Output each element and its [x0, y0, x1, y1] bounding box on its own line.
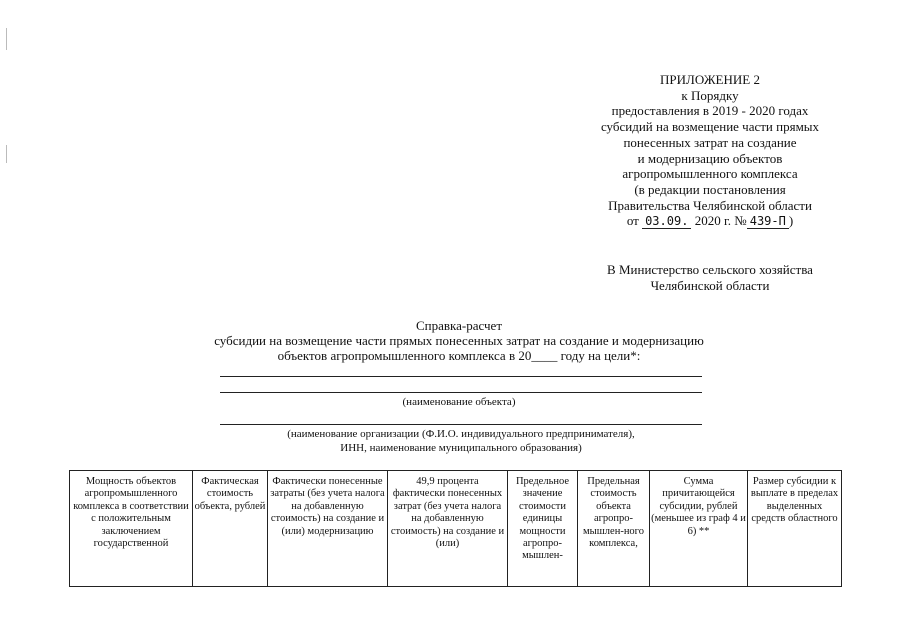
title-line: объектов агропромышленного комплекса в 20____ году на цели*: [277, 348, 641, 363]
table-header-cell: Предельное значение стоимости единицы мощности агропро-мышлен- [508, 471, 578, 587]
blank-line [220, 424, 702, 425]
decree-suffix: ) [788, 213, 794, 229]
org-caption-line: (наименование организации (Ф.И.О. индивидуального предпринимателя), [287, 428, 635, 440]
appendix-heading: ПРИЛОЖЕНИЕ 2 [660, 72, 760, 87]
recipient-line: В Министерство сельского хозяйства [607, 262, 813, 277]
appendix-line: Правительства Челябинской области [608, 197, 812, 213]
recipient-line: Челябинской области [650, 278, 770, 293]
object-name-caption: (наименование объекта) [402, 396, 516, 408]
table-header-cell: 49,9 процента фактически понесенных затрат (без учета налога на добавленную стоимость) на создание и (или) [388, 471, 508, 587]
appendix-line: (в редакции постановления [634, 181, 786, 197]
appendix-line: понесенных затрат на создание [623, 134, 797, 150]
table-header-cell: Фактическая стоимость объекта, рублей [193, 471, 268, 587]
recipient-block [560, 262, 860, 294]
appendix-line: к Порядку [681, 87, 739, 103]
calculation-table [69, 470, 842, 587]
appendix-line: и модернизацию объектов [637, 150, 783, 166]
decree-date: 03.09. [642, 214, 691, 229]
decree-number: 439-П [747, 214, 789, 229]
decree-prefix: от [626, 213, 639, 229]
decree-year: 2020 г. № [694, 213, 747, 229]
document-title [100, 318, 818, 363]
title-line: Справка-расчет [415, 318, 503, 333]
appendix-line: предоставления в 2019 - 2020 годах [611, 103, 809, 119]
appendix-line: субсидий на возмещение части прямых [600, 119, 820, 135]
margin-mark-middle [6, 145, 7, 163]
appendix-block [560, 72, 860, 230]
table-header-cell: Сумма причитающейся субсидии, рублей (меньшее из граф 4 и 6) ** [650, 471, 748, 587]
table-header-row [70, 471, 842, 587]
title-line: субсидии на возмещение части прямых понесенных затрат на создание и модернизацию [214, 333, 704, 348]
margin-mark-top [6, 28, 7, 50]
blank-line [220, 392, 702, 393]
table-header-cell: Фактически понесенные затраты (без учета налога на добавленную стоимость) на создание и (или) модернизацию [268, 471, 388, 587]
table-header-cell: Предельная стоимость объекта агропро-мышлен-ного комплекса, [578, 471, 650, 587]
blank-line [220, 376, 702, 377]
table-header-cell: Размер субсидии к выплате в пределах выделенных средств областного [748, 471, 842, 587]
org-caption-line: ИНН, наименование муниципального образования) [340, 442, 582, 454]
appendix-line: агропромышленного комплекса [622, 166, 798, 182]
table-header-cell: Мощность объектов агропромышленного комплекса в соответствии с положительным заключением государственной [70, 471, 193, 587]
decree-line [560, 213, 860, 230]
